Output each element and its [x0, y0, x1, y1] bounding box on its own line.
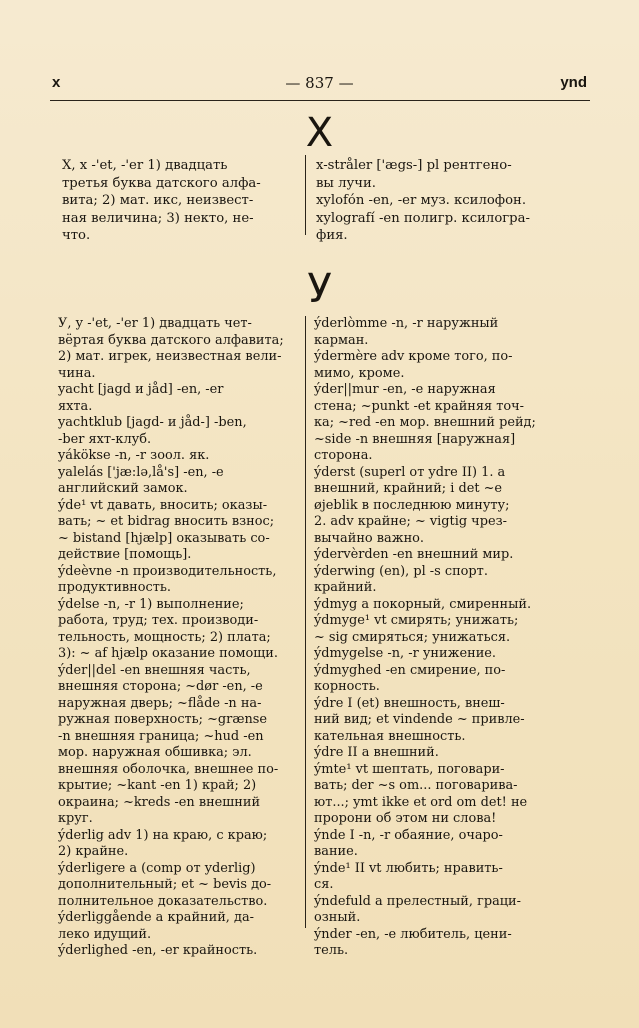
- entry-line: яхта.: [58, 398, 93, 414]
- entry-line: фия.: [316, 228, 348, 244]
- entry-line: ýdmyge¹ vt смирять; унижать;: [314, 613, 519, 628]
- section-x-right-column: [316, 158, 578, 246]
- entry-line: ýderlighed -en, -er крайность.: [58, 943, 258, 958]
- entry-line: вание.: [314, 844, 358, 859]
- entry-line: 3): ~ af hjælp оказание помощи.: [58, 646, 278, 661]
- entry-line: ýdre II a внешний.: [314, 745, 439, 760]
- entry-line: что.: [62, 228, 91, 244]
- entry-line: стена; ~punkt -et крайняя точ-: [314, 398, 525, 414]
- entry-line: ýnde¹ II vt любить; нравить-: [314, 860, 503, 876]
- section-y-left-column: [58, 316, 298, 960]
- entry-line: ýderligere a (comp от yderlig): [58, 860, 256, 876]
- entry-line: ýderlòmme -n, -r наружный: [314, 316, 499, 331]
- entry-line: третья буква датского алфа-: [62, 175, 261, 191]
- column-divider: [305, 316, 306, 928]
- entry-line: дополнительный; et ~ bevis до-: [58, 877, 272, 892]
- entry-line: ýnder -en, -e любитель, цени-: [314, 926, 512, 942]
- entry-line: ка; ~red -en мор. внешний рейд;: [314, 415, 536, 430]
- entry-line: мимо, кроме.: [314, 365, 405, 381]
- entry-line: ýnde I -n, -r обаяние, очаро-: [314, 827, 503, 843]
- entry-line: ся.: [314, 877, 334, 892]
- entry-line: леко идущий.: [58, 926, 152, 942]
- entry-line: ýde¹ vt давать, вносить; оказы-: [58, 497, 268, 513]
- entry-line: тель.: [314, 943, 349, 958]
- entry-line: чина.: [58, 365, 96, 381]
- column-divider: [305, 155, 306, 235]
- entry-line: ют...; ymt ikke et ord om det! не: [314, 794, 528, 810]
- entry-line: вычайно важно.: [314, 530, 425, 546]
- entry-line: yacht [jagd и jåd] -en, -er: [58, 382, 224, 397]
- section-y-right-column: [314, 316, 582, 960]
- entry-line: круг.: [58, 811, 93, 826]
- header-guide-word-right: ynd: [560, 74, 587, 91]
- section-x-left-column: [62, 158, 298, 246]
- entry-line: yachtklub [jagd- и jåd-] -ben,: [58, 415, 247, 430]
- entry-line: полнительное доказательство.: [58, 893, 268, 909]
- entry-line: ýderst (superl от ydre II) 1. a: [314, 464, 506, 480]
- entry-line: окраина; ~kreds -en внешний: [58, 794, 261, 810]
- entry-line: ýndefuld a прелестный, граци-: [314, 893, 521, 909]
- entry-line: ний вид; et vindende ~ привле-: [314, 712, 525, 727]
- entry-line: 2) мат. игрек, неизвестная вели-: [58, 349, 282, 364]
- entry-line: ~ sig смиряться; унижаться.: [314, 629, 511, 645]
- entry-line: озный.: [314, 910, 361, 925]
- entry-line: -n внешняя граница; ~hud -en: [58, 728, 264, 744]
- entry-line: вы лучи.: [316, 175, 376, 191]
- section-letter-x: X: [305, 110, 334, 156]
- entry-line: ~side -n внешняя [наружная]: [314, 431, 516, 447]
- header-rule: [50, 100, 590, 101]
- entry-line: yalelás ['jæ:lə,lå's] -en, -e: [58, 464, 224, 480]
- entry-line: ýderliggående a крайний, да-: [58, 910, 254, 925]
- entry-line: английский замок.: [58, 481, 188, 496]
- entry-line: наружная дверь; ~flåde -n на-: [58, 695, 262, 711]
- entry-line: yákökse -n, -r зоол. як.: [58, 448, 210, 463]
- entry-line: ýdelse -n, -r 1) выполнение;: [58, 596, 244, 612]
- section-letter-y: У: [307, 266, 332, 312]
- entry-line: продуктивность.: [58, 580, 171, 595]
- entry-line: ýdermère adv кроме того, по-: [314, 349, 513, 364]
- entry-line: ýdervèrden -en внешний мир.: [314, 547, 514, 562]
- entry-line: xylografí -en полигр. ксилогра-: [316, 210, 530, 226]
- entry-line: ~ bistand [hjælp] оказывать со-: [58, 530, 270, 546]
- entry-line: пророни об этом ни слова!: [314, 811, 497, 826]
- entry-line: ýdre I (et) внешность, внеш-: [314, 695, 505, 711]
- entry-line: ýdmyg a покорный, смиренный.: [314, 596, 532, 612]
- entry-line: корность.: [314, 679, 380, 694]
- entry-line: ýderlig adv 1) на краю, с краю;: [58, 827, 268, 843]
- entry-line: вать; der ~s om... поговарива-: [314, 778, 518, 793]
- entry-line: кательная внешность.: [314, 728, 466, 744]
- entry-line: внешний, крайний; i det ~e: [314, 481, 503, 496]
- entry-line: У, у -'et, -'er 1) двадцать чет-: [58, 316, 252, 331]
- entry-line: 2) крайне.: [58, 844, 129, 859]
- entry-line: ýderwing (en), pl -s спорт.: [314, 563, 488, 579]
- entry-line: действие [помощь].: [58, 547, 192, 562]
- entry-line: ýder||mur -en, -e наружная: [314, 382, 496, 397]
- entry-line: X, x -'et, -'er 1) двадцать: [62, 158, 228, 173]
- entry-line: работа, труд; тех. производи-: [58, 613, 259, 628]
- page-number: — 837 —: [285, 74, 354, 92]
- entry-line: ýder||del -en внешняя часть,: [58, 662, 251, 678]
- entry-line: ýdeèvne -n производительность,: [58, 563, 277, 579]
- entry-line: крытие; ~kant -en 1) край; 2): [58, 778, 257, 793]
- entry-line: мор. наружная обшивка; эл.: [58, 745, 252, 760]
- entry-line: вёртая буква датского алфавита;: [58, 332, 284, 348]
- entry-line: ýmte¹ vt шептать, поговари-: [314, 761, 505, 777]
- entry-line: 2. adv крайне; ~ vigtig чрез-: [314, 514, 507, 529]
- entry-line: внешняя сторона; ~dør -en, -e: [58, 679, 263, 694]
- entry-line: ружная поверхность; ~grænse: [58, 712, 268, 727]
- entry-line: ýdmygelse -n, -r унижение.: [314, 646, 497, 661]
- header-guide-word-left: x: [52, 74, 61, 91]
- entry-line: карман.: [314, 332, 369, 348]
- entry-line: ная величина; 3) некто, не-: [62, 210, 254, 226]
- entry-line: øjeblik в последнюю минуту;: [314, 497, 510, 513]
- entry-line: x-stråler ['ægs-] pl рентгено-: [316, 158, 512, 173]
- entry-line: вита; 2) мат. икс, неизвест-: [62, 193, 254, 209]
- entry-line: сторона.: [314, 448, 373, 463]
- entry-line: xylofón -en, -er муз. ксилофон.: [316, 193, 527, 209]
- entry-line: внешняя оболочка, внешнее по-: [58, 761, 279, 777]
- entry-line: крайний.: [314, 580, 377, 595]
- entry-line: ýdmyghed -en смирение, по-: [314, 662, 506, 678]
- entry-line: тельность, мощность; 2) плата;: [58, 629, 271, 645]
- entry-line: -ber яхт-клуб.: [58, 431, 152, 447]
- entry-line: вать; ~ et bidrag вносить взнос;: [58, 514, 275, 529]
